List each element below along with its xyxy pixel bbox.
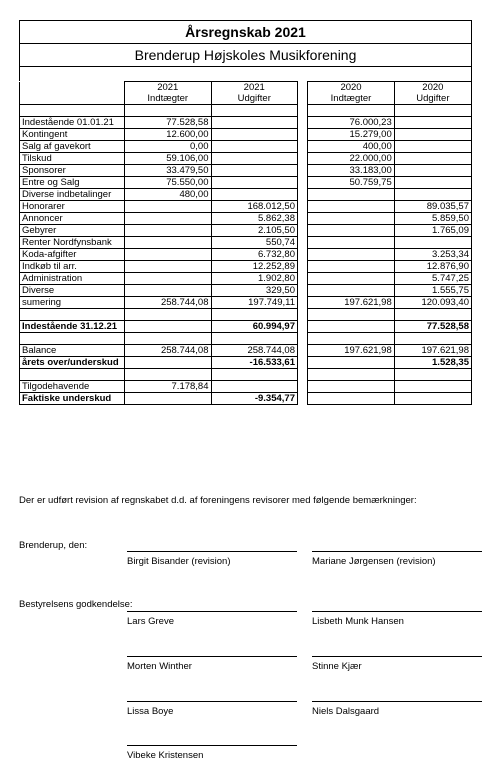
row-value: 77.528,58 [394,321,471,333]
row-value: 400,00 [308,141,394,153]
row-value: 77.528,58 [125,117,211,129]
row-value [211,117,297,129]
row-label: Entre og Salg [20,177,125,189]
row-value [308,225,394,237]
row-value: 89.035,57 [394,201,471,213]
header-type: Udgifter [211,93,297,105]
result-row [20,357,472,369]
row-value: 197.621,98 [394,345,471,357]
signature-line-auditor-1: Birgit Bisander (revision) [127,551,297,567]
row-value [308,237,394,249]
row-value [125,237,211,249]
column-gap [297,82,307,94]
row-value: 329,50 [211,285,297,297]
row-value [308,249,394,261]
row-value [308,393,394,405]
spacer-row [20,369,472,381]
header-blank [20,82,125,94]
account-row [20,225,472,237]
row-value: 258.744,08 [125,297,211,309]
row-label: Administration [20,273,125,285]
column-gap [297,189,307,201]
row-label: Annoncer [20,213,125,225]
header-blank [20,93,125,105]
row-value [308,261,394,273]
place-date-label: Brenderup, den: [19,540,88,551]
row-value [211,189,297,201]
row-value [308,189,394,201]
row-value: -9.354,77 [211,393,297,405]
row-value: 1.902,80 [211,273,297,285]
row-value [211,177,297,189]
account-row [20,177,472,189]
signature-line-board: Lisbeth Munk Hansen [312,611,482,627]
row-label: årets over/underskud [20,357,125,369]
header-year: 2021 [125,82,211,94]
row-value: 1.765,09 [394,225,471,237]
balance-row [20,345,472,357]
header-types-row [20,93,472,105]
row-value: 197.621,98 [308,345,394,357]
row-value: 50.759,75 [308,177,394,189]
board-approval-label: Bestyrelsens godkendelse: [19,599,133,610]
account-row [20,117,472,129]
row-value [394,189,471,201]
row-value [211,129,297,141]
row-value: 197.749,11 [211,297,297,309]
sheet-subtitle: Brenderup Højskoles Musikforening [19,43,472,67]
row-value: 33.479,50 [125,165,211,177]
header-type: Indtægter [308,93,394,105]
row-value: 258.744,08 [211,345,297,357]
row-label: Diverse indbetalinger [20,189,125,201]
row-value [394,237,471,249]
spacer-row [20,105,472,117]
column-gap [297,153,307,165]
audit-note: Der er udført revision af regnskabet d.d. af foreningens revisorer med følgende bemærkninger: [19,495,417,506]
column-gap [297,285,307,297]
row-value [308,201,394,213]
account-row [20,249,472,261]
row-value [394,141,471,153]
column-gap [297,201,307,213]
row-value: 75.550,00 [125,177,211,189]
row-value [394,129,471,141]
row-value [125,201,211,213]
row-value: 12.600,00 [125,129,211,141]
header-year: 2020 [394,82,471,94]
row-value: -16.533,61 [211,357,297,369]
row-label: Koda-afgifter [20,249,125,261]
row-label: Sponsorer [20,165,125,177]
row-value: 6.732,80 [211,249,297,261]
column-gap [297,93,307,105]
row-label: sumering [20,297,125,309]
row-value: 1.555,75 [394,285,471,297]
account-row [20,201,472,213]
account-row [20,285,472,297]
row-value: 7.178,84 [125,381,211,393]
row-value [308,357,394,369]
header-type: Udgifter [394,93,471,105]
row-value: 5.862,38 [211,213,297,225]
account-row [20,237,472,249]
row-value: 480,00 [125,189,211,201]
row-label: Balance [20,345,125,357]
row-value: 550,74 [211,237,297,249]
row-value [211,141,297,153]
receivable-row [20,381,472,393]
header-type: Indtægter [125,93,211,105]
row-value: 258.744,08 [125,345,211,357]
row-value: 0,00 [125,141,211,153]
row-value [308,213,394,225]
row-label: Indkøb til arr. [20,261,125,273]
account-row [20,273,472,285]
signature-line-board: Morten Winther [127,656,297,672]
row-value [211,165,297,177]
blank-row [19,67,472,81]
row-value [394,177,471,189]
account-row [20,213,472,225]
column-gap [297,237,307,249]
row-value: 59.106,00 [125,153,211,165]
row-value: 1.528,35 [394,357,471,369]
row-label: Kontingent [20,129,125,141]
row-label: Indestående 31.12.21 [20,321,125,333]
row-value: 12.252,89 [211,261,297,273]
row-value [394,165,471,177]
account-row [20,189,472,201]
row-value: 22.000,00 [308,153,394,165]
row-value: 120.093,40 [394,297,471,309]
spacer-row [20,333,472,345]
row-value [308,285,394,297]
row-label: Tilskud [20,153,125,165]
row-label: Gebyrer [20,225,125,237]
column-gap [297,165,307,177]
balance-end-row [20,321,472,333]
account-row [20,141,472,153]
account-row [20,261,472,273]
account-rows [20,117,472,309]
row-value: 76.000,23 [308,117,394,129]
row-value [125,393,211,405]
actual-deficit-row [20,393,472,405]
row-value: 12.876,90 [394,261,471,273]
signature-line-board: Niels Dalsgaard [312,701,482,717]
row-value: 15.279,00 [308,129,394,141]
row-value [308,381,394,393]
row-value [125,249,211,261]
row-value [125,273,211,285]
row-value: 168.012,50 [211,201,297,213]
row-value: 197.621,98 [308,297,394,309]
sheet-title: Årsregnskab 2021 [19,20,472,43]
signature-line-board: Vibeke Kristensen [127,745,297,761]
row-value [308,273,394,285]
signature-line-board: Lars Greve [127,611,297,627]
row-value [394,117,471,129]
column-gap [297,213,307,225]
row-value [125,261,211,273]
column-gap [297,141,307,153]
header-year: 2020 [308,82,394,94]
row-label: Indestående 01.01.21 [20,117,125,129]
column-gap [297,273,307,285]
account-row [20,297,472,309]
column-gap [297,177,307,189]
signature-line-board: Stinne Kjær [312,656,482,672]
row-value [125,357,211,369]
row-label: Salg af gavekort [20,141,125,153]
signature-line-auditor-2: Mariane Jørgensen (revision) [312,551,482,567]
row-label: Tilgodehavende [20,381,125,393]
row-value [125,225,211,237]
column-gap [297,261,307,273]
column-gap [297,129,307,141]
row-value [125,321,211,333]
row-value: 5.859,50 [394,213,471,225]
row-value: 5.747,25 [394,273,471,285]
row-label: Renter Nordfynsbank [20,237,125,249]
row-value: 3.253,34 [394,249,471,261]
row-value [394,153,471,165]
column-gap [297,225,307,237]
column-gap [297,249,307,261]
row-label: Faktiske underskud [20,393,125,405]
column-gap [297,117,307,129]
row-value [394,381,471,393]
row-value: 2.105,50 [211,225,297,237]
row-value [394,393,471,405]
row-value: 33.183,00 [308,165,394,177]
row-label: Diverse [20,285,125,297]
row-value [211,381,297,393]
row-value [125,213,211,225]
account-sheet [19,20,472,405]
account-row [20,129,472,141]
row-value [308,321,394,333]
row-label: Honorarer [20,201,125,213]
account-row [20,165,472,177]
row-value [125,285,211,297]
header-years-row [20,82,472,94]
row-value: 60.994,97 [211,321,297,333]
header-year: 2021 [211,82,297,94]
accounts-table [19,81,472,405]
row-value [211,153,297,165]
signature-line-board: Lissa Boye [127,701,297,717]
column-gap [297,297,307,309]
spacer-row [20,309,472,321]
account-row [20,153,472,165]
